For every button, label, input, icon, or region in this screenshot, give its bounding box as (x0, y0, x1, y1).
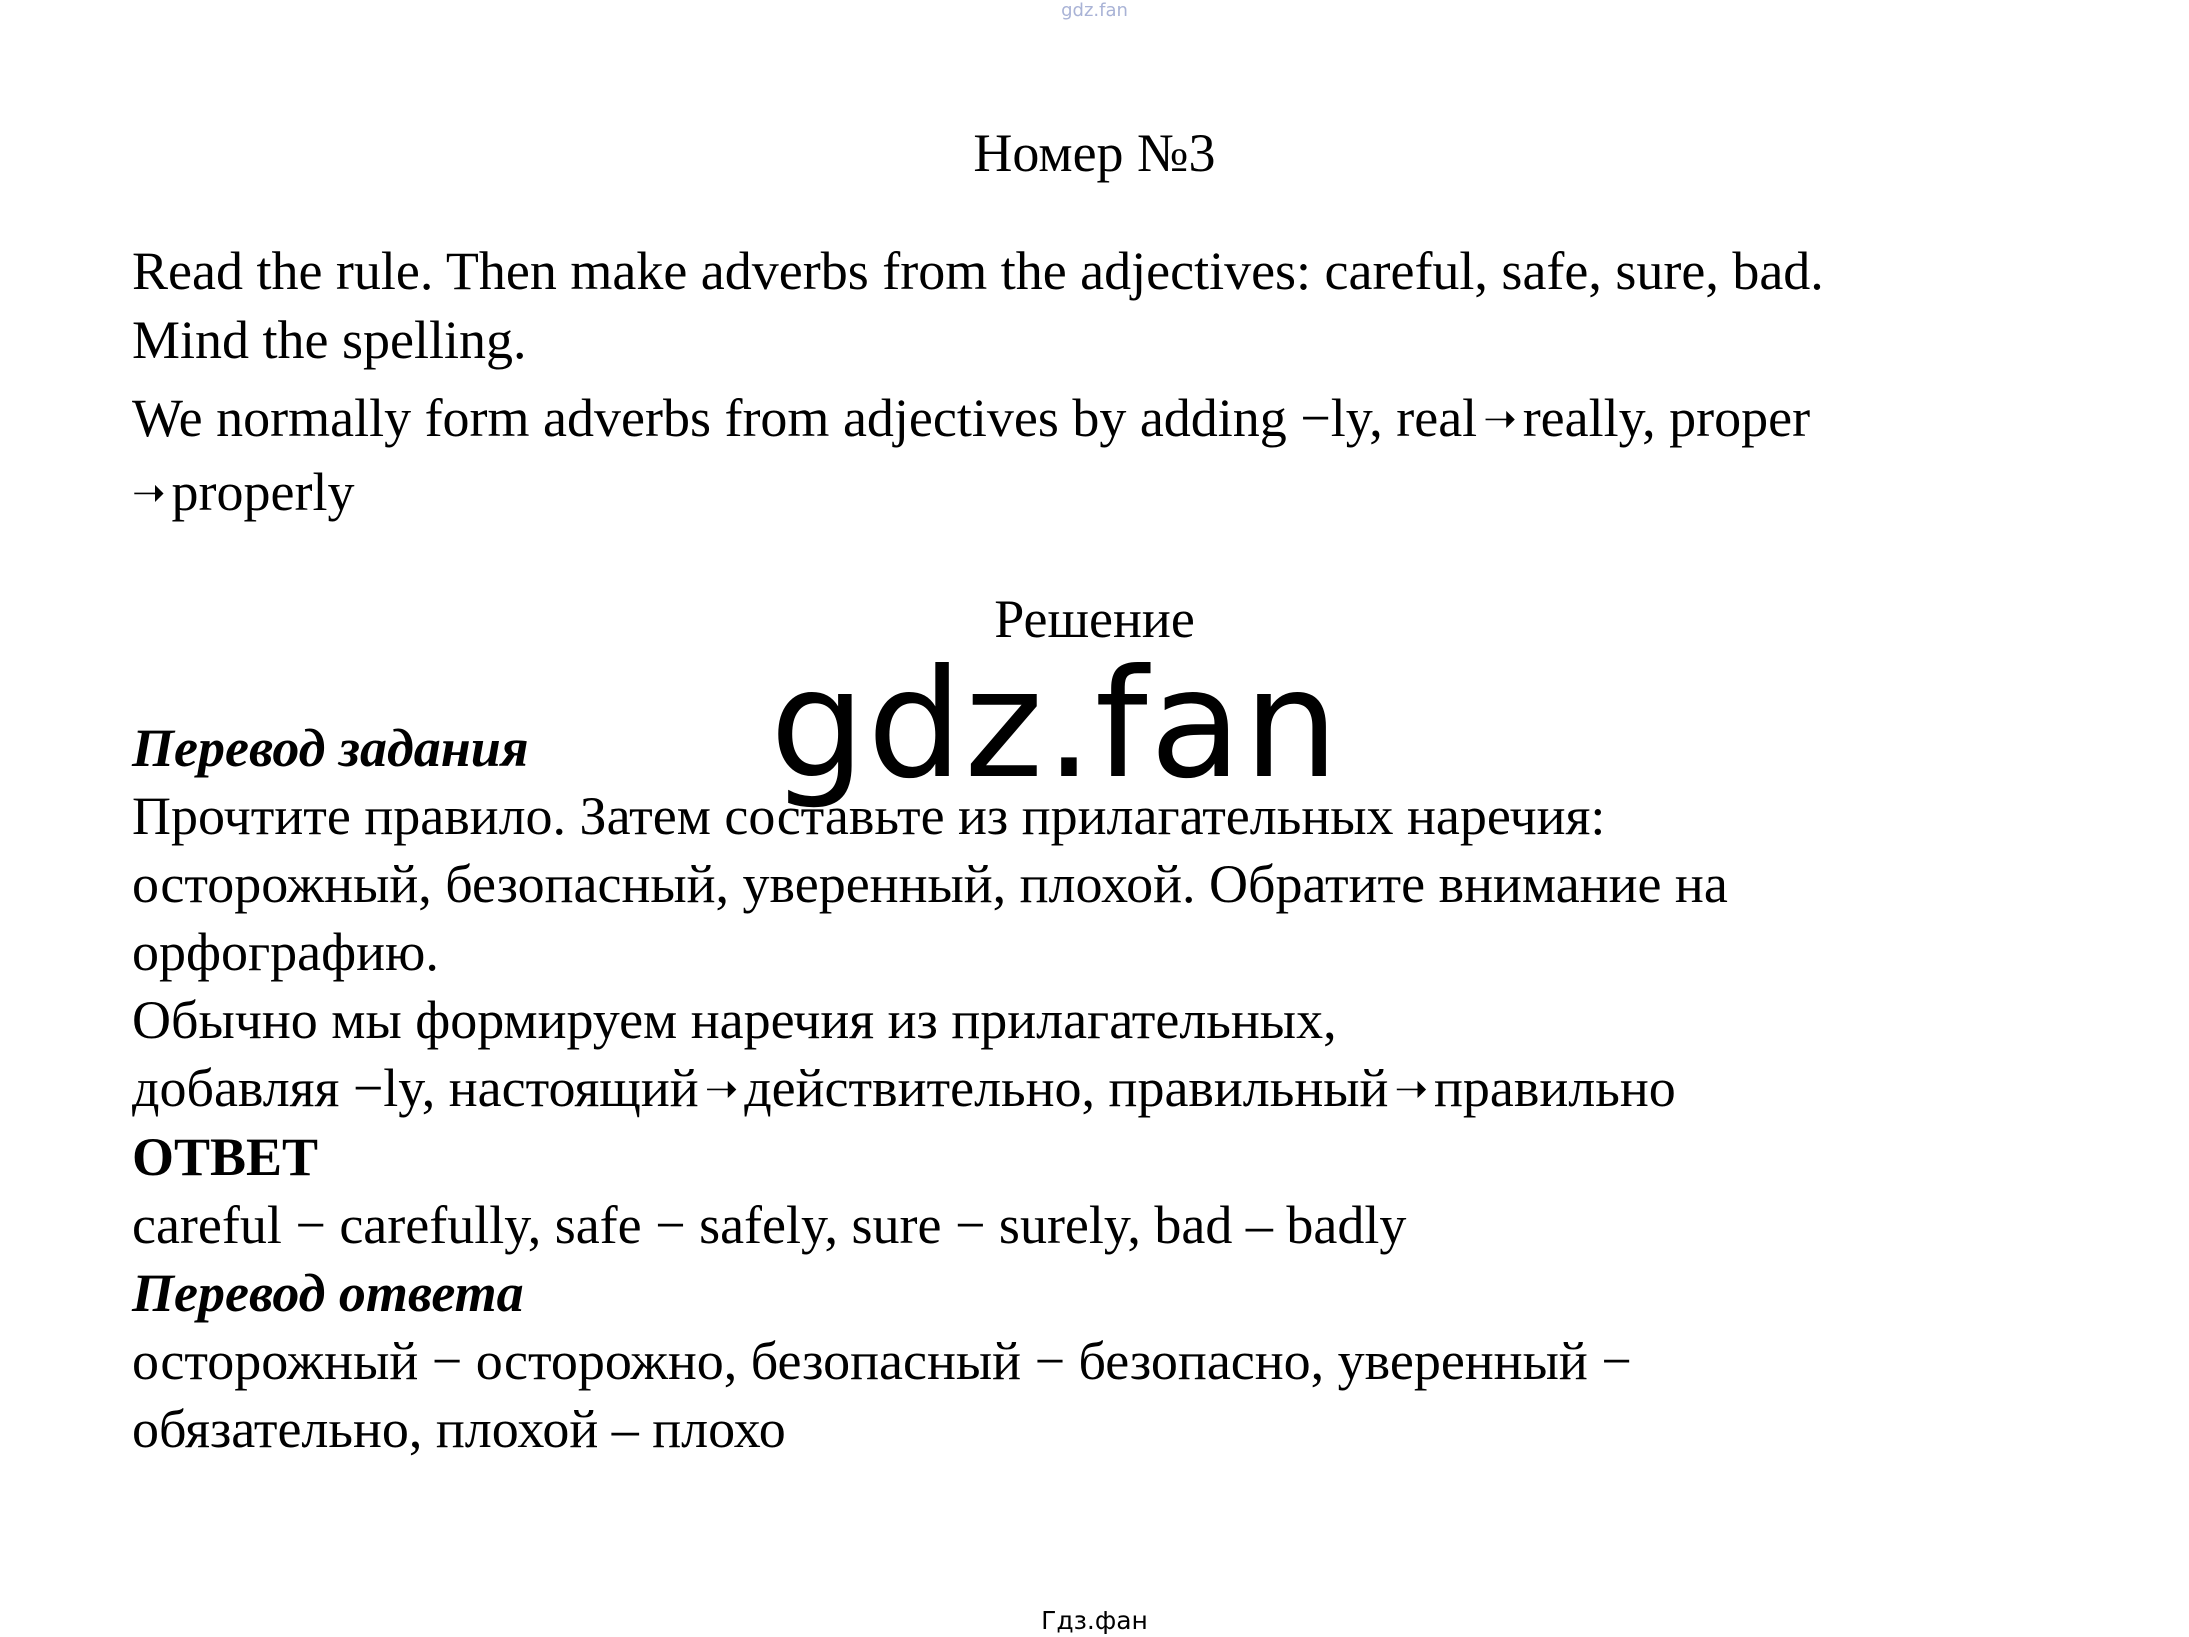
right-arrow-icon: ➝ (704, 1066, 739, 1111)
right-arrow-icon: ➝ (1394, 1066, 1428, 1111)
rule-part-b: really, proper (1522, 388, 1811, 448)
bottom-watermark: Гдз.фан (1041, 1606, 1148, 1635)
task-line-1: Read the rule. Then make adverbs from the adjectives: careful, safe, sure, bad. (132, 241, 1824, 301)
right-arrow-icon: ➝ (132, 470, 166, 515)
rule-text (132, 383, 2082, 531)
answer-heading: ОТВЕТ (132, 1127, 319, 1187)
translation-line-4: Обычно мы формируем наречия из прилагательных, (132, 990, 1337, 1050)
translation-section (132, 714, 2082, 1463)
watermark-logo: gdz.fan (770, 638, 1341, 812)
translation-part-b: действительно, правильный (744, 1058, 1389, 1118)
answer-text: careful − carefully, safe − safely, sure − surely, bad – badly (132, 1195, 1407, 1255)
task-line-2: Mind the spelling. (132, 310, 527, 370)
task-text (132, 237, 2082, 375)
top-watermark: gdz.fan (1061, 0, 1128, 21)
right-arrow-icon: ➝ (1483, 396, 1517, 441)
translation-line-1: Прочтите правило. Затем составьте из прилагательных наречия: (132, 786, 1606, 846)
translation-heading: Перевод задания (132, 718, 529, 778)
translation-line-5 (132, 1054, 2082, 1123)
translation-part-a: добавляя −ly, настоящий (132, 1058, 699, 1118)
answer-translation-line-1: осторожный − осторожно, безопасный − безопасно, уверенный − (132, 1331, 1632, 1391)
rule-line-1 (132, 383, 2082, 454)
rule-part-c: properly (171, 462, 355, 522)
answer-translation-line-2: обязательно, плохой – плохо (132, 1399, 786, 1459)
rule-part-a: We normally form adverbs from adjectives by adding −ly, real (132, 388, 1478, 448)
translation-part-c: правильно (1433, 1058, 1676, 1118)
translation-line-3: орфографию. (132, 922, 439, 982)
page-title: Номер №3 (973, 123, 1216, 183)
solution-heading: Решение (994, 589, 1195, 649)
translation-line-2: осторожный, безопасный, уверенный, плохой. Обратите внимание на (132, 854, 1728, 914)
answer-translation-heading: Перевод ответа (132, 1263, 524, 1323)
rule-line-2 (132, 454, 2082, 531)
